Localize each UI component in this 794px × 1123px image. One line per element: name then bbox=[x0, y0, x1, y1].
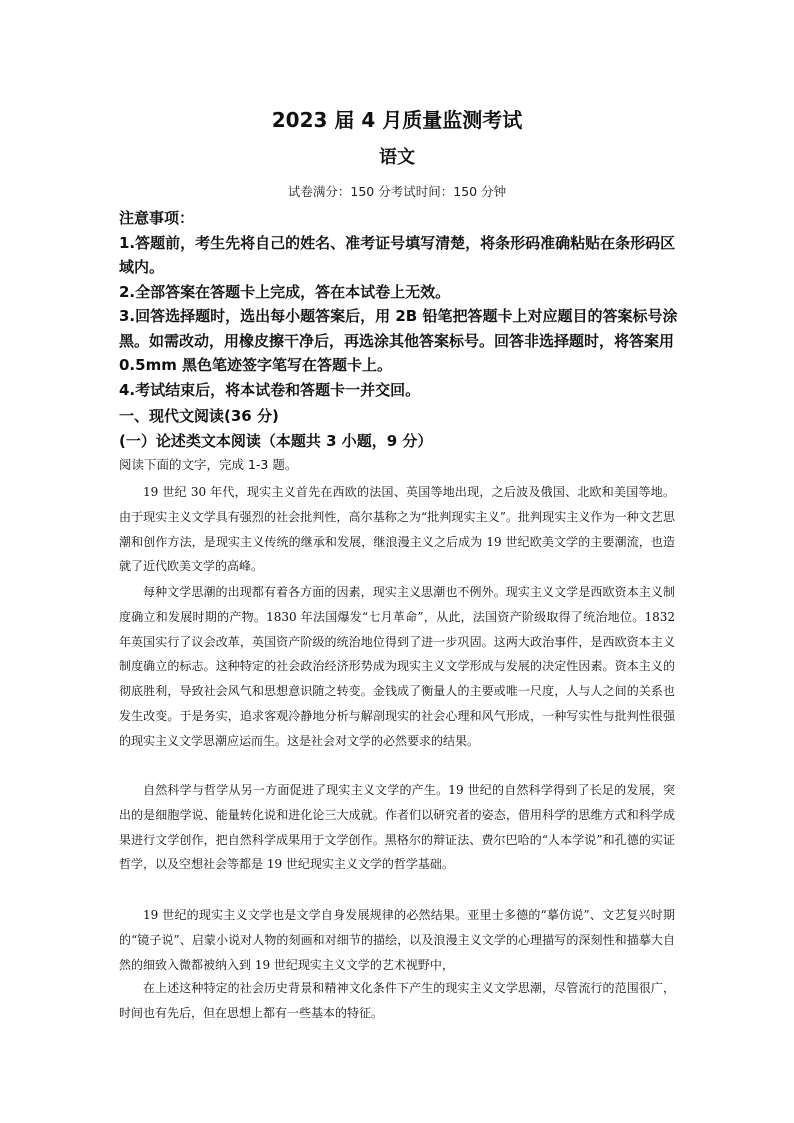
passage-paragraph: 19 世纪的现实主义文学也是文学自身发展规律的必然结果。亚里士多德的“摹仿说”、文艺复兴时期的“镜子说”、启蒙小说对人物的刻画和对细节的描绘，以及浪漫主义文学的心理描写的深刻性和描摹大自然的细致入微都被纳入到 19 世纪现实主义文学的艺术视野中， bbox=[119, 908, 675, 972]
passage-paragraph: 自然科学与哲学从另一方面促进了现实主义文学的产生。19 世纪的自然科学得到了长足的发展，突出的是细胞学说、能量转化说和进化论三大成就。作者们以研究者的姿态，借用科学的思维方式和科学成果进行文学创作，把自然科学成果用于文学创作。黑格尔的辩证法、费尔巴哈的“人本学说”和孔德的实证哲学，以及空想社会等都是 19 世纪现实主义文学的哲学基础。 bbox=[119, 783, 675, 872]
subject-title: 语文 bbox=[379, 147, 415, 168]
notice-block bbox=[119, 206, 679, 402]
section-heading-argumentative-reading: (一）论述类文本阅读（本题共 3 小题，9 分） bbox=[119, 432, 433, 450]
reading-instruction: 阅读下面的文字，完成 1-3 题。 bbox=[119, 457, 298, 472]
passage-paragraph: 每种文学思潮的出现都有着各方面的因素，现实主义思潮也不例外。现实主义文学是西欧资本主义制度确立和发展时期的产物。1830 年法国爆发“七月革命”，从此，法国资产阶级取得了统治地位。1832 年英国实行了议会改革，英国资产阶级的统治地位得到了进一步巩固。这两大政治事件，是西欧资本主义制度确立的标志。这种特定的社会政治经济形势成为现实主义文学形成与发展的决定性因素。资本主义的彻底胜利，导致社会风气和思想意识随之转变。金钱成了衡量人的主要或唯一尺度，人与人之间的关系也发生改变。于是务实，追求客观冷静地分析与解剖现实的社会心理和风气形成，一种写实性与批判性很强的现实主义文学思潮应运而生。这是社会对文学的必然要求的结果。 bbox=[119, 585, 675, 748]
exam-title: 2023 届 4 月质量监测考试 bbox=[271, 108, 523, 132]
notice-item: 2.全部答案在答题卡上完成，答在本试卷上无效。 bbox=[119, 282, 451, 301]
section-heading-modern-reading: 一、现代文阅读(36 分) bbox=[119, 407, 279, 425]
notice-item: 3.回答选择题时，选出每小题答案后，用 2B 铅笔把答题卡上对应题目的答案标号涂黑。如需改动，用橡皮擦干净后，再选涂其他答案标号。回答非选择题时，将答案用 0.5mm 黑色笔迹签字笔写在答题卡上。 bbox=[119, 307, 678, 374]
passage-paragraph: 在上述这种特定的社会历史背景和精神文化条件下产生的现实主义文学思潮，尽管流行的范围很广，时间也有先后，但在思想上都有一些基本的特征。 bbox=[119, 981, 675, 1020]
exam-info: 试卷满分：150 分考试时间：150 分钟 bbox=[287, 184, 507, 199]
notice-item: 4.考试结束后，将本试卷和答题卡一并交回。 bbox=[119, 380, 421, 399]
passage-paragraph: 19 世纪 30 年代，现实主义首先在西欧的法国、英国等地出现，之后波及俄国、北欧和美国等地。由于现实主义文学具有强烈的社会批判性，高尔基称之为“批判现实主义”。批判现实主义作为一种文艺思潮和创作方法，是现实主义传统的继承和发展，继浪漫主义之后成为 19 世纪欧美文学的主要潮流，也造就了近代欧美文学的高峰。 bbox=[119, 485, 675, 574]
notice-heading: 注意事项： bbox=[119, 209, 195, 227]
notice-item: 1.答题前，考生先将自己的姓名、准考证号填写清楚，将条形码准确粘贴在条形码区域内。 bbox=[119, 233, 676, 276]
